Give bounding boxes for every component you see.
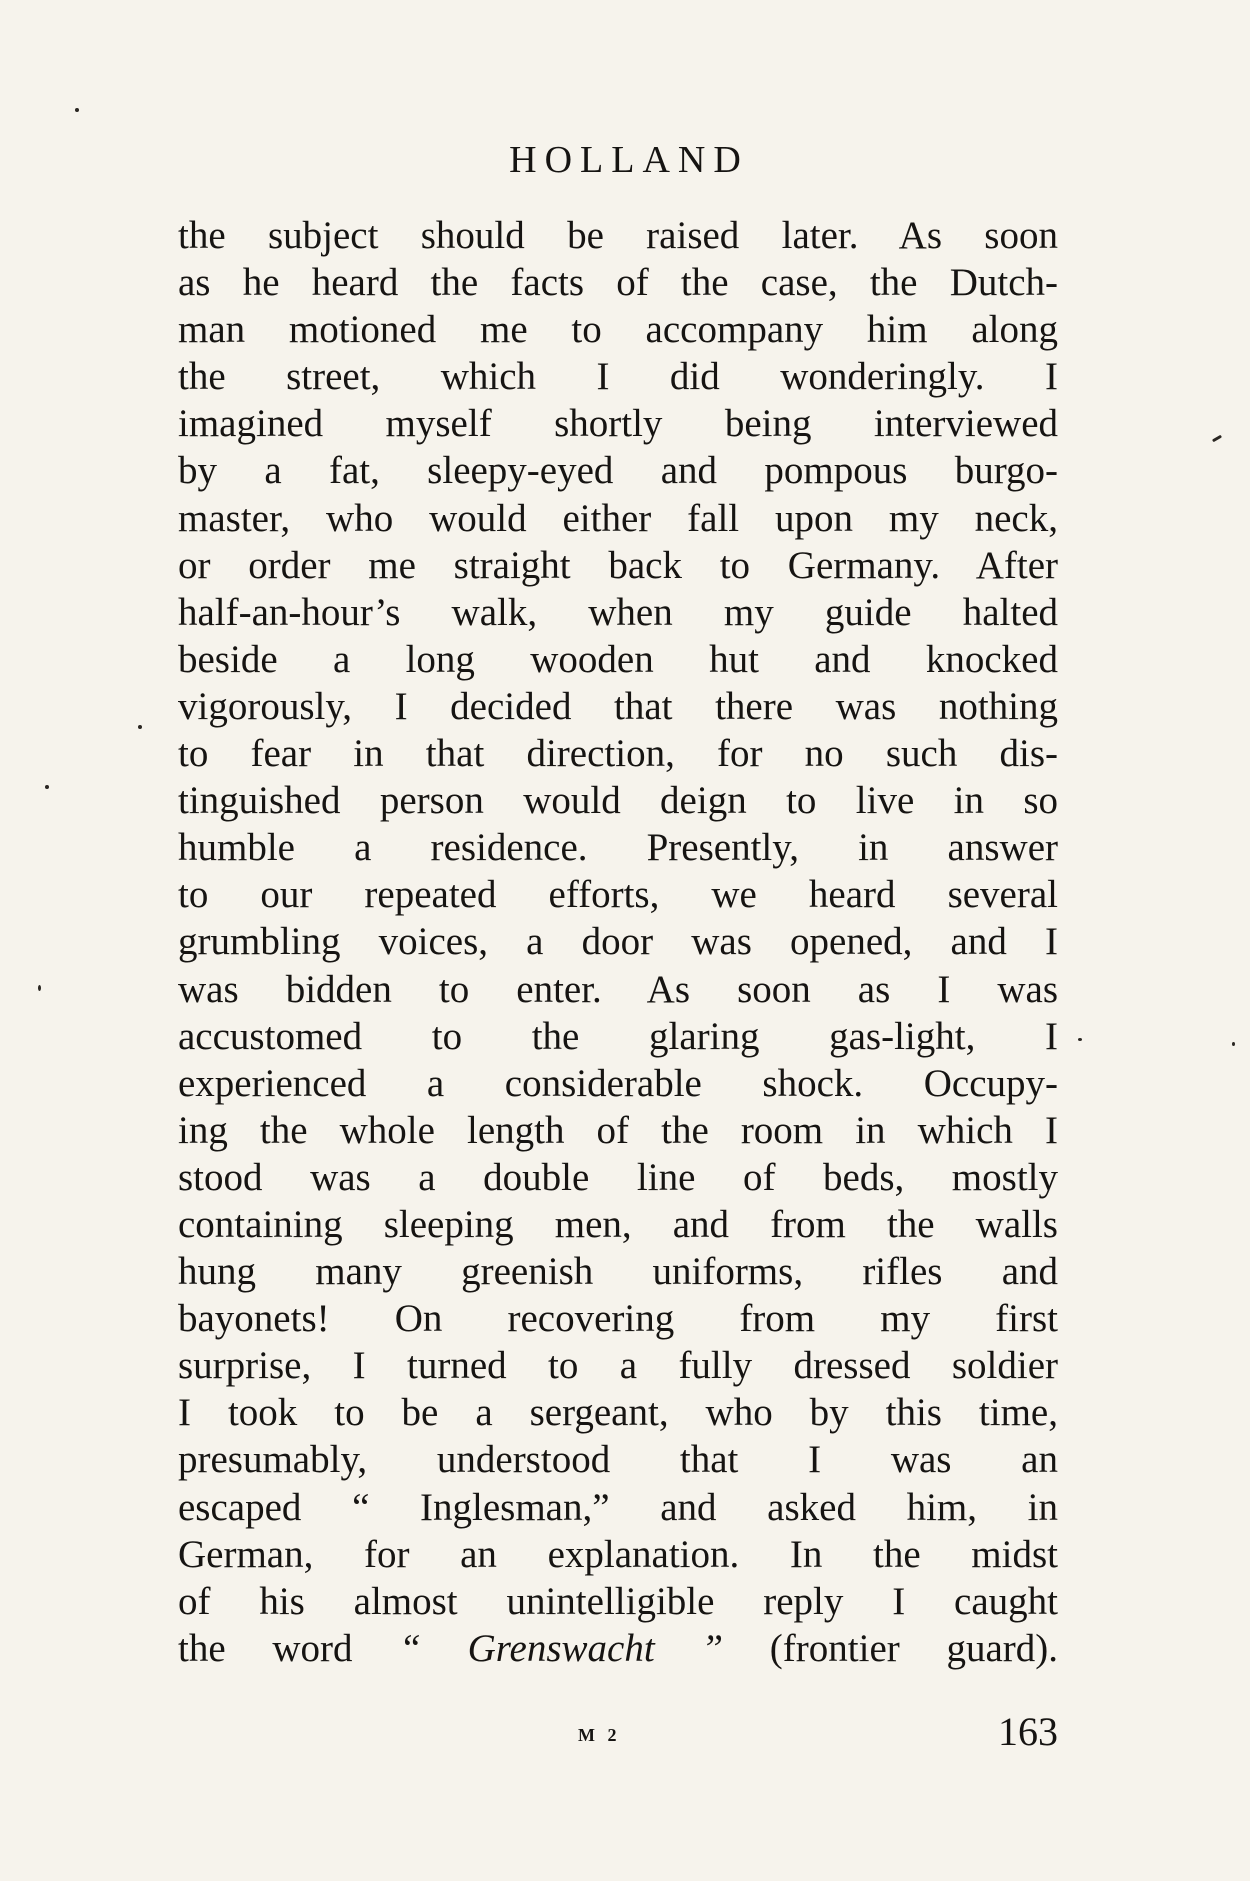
text-line-9: half-an-hour’s walk, when my guide halted	[178, 590, 1058, 634]
text-line-18: accustomed to the glaring gas-light, I	[178, 1014, 1058, 1058]
text-line-27: presumably, understood that I was an	[178, 1438, 1058, 1482]
text-line-28: escaped “ Inglesman,” and asked him, in	[178, 1485, 1058, 1529]
signature-mark: M 2	[578, 1725, 621, 1745]
text-line-2: as he heard the facts of the case, the Dutch-	[178, 261, 1058, 305]
scan-speck	[1232, 1042, 1235, 1046]
scan-speck	[138, 725, 142, 729]
scan-speck	[75, 108, 79, 112]
text-line-25: surprise, I turned to a fully dressed soldier	[178, 1344, 1058, 1388]
text-line-22: containing sleeping men, and from the walls	[178, 1202, 1058, 1246]
running-title: HOLLAND	[509, 139, 749, 181]
text-line-14: humble a residence. Presently, in answer	[178, 826, 1058, 870]
text-line-23: hung many greenish uniforms, rifles and	[178, 1250, 1058, 1294]
scan-speck	[45, 785, 49, 789]
text-line-24: bayonets! On recovering from my first	[178, 1297, 1058, 1341]
text-line-10: beside a long wooden hut and knocked	[178, 637, 1058, 681]
text-line-4: the street, which I did wonderingly. I	[178, 355, 1058, 399]
text-line-29: German, for an explanation. In the midst	[178, 1532, 1058, 1576]
body-text	[178, 212, 1058, 1672]
text-line-20: ing the whole length of the room in which I	[178, 1108, 1058, 1152]
text-line-3: man motioned me to accompany him along	[178, 308, 1058, 352]
page-number: 163	[998, 1709, 1058, 1754]
scan-speck	[1078, 1038, 1082, 1041]
text-line-7: master, who would either fall upon my neck,	[178, 496, 1058, 540]
final-line-end: (frontier guard).	[723, 1626, 1058, 1670]
text-line-11: vigorously, I decided that there was nothing	[178, 684, 1058, 728]
text-line-13: tinguished person would deign to live in so	[178, 779, 1058, 823]
text-line-17: was bidden to enter. As soon as I was	[178, 967, 1058, 1011]
text-line-6: by a fat, sleepy-eyed and pompous burgo-	[178, 449, 1058, 493]
text-line-30: of his almost unintelligible reply I caught	[178, 1579, 1058, 1623]
scan-speck	[38, 985, 41, 991]
text-line-16: grumbling voices, a door was opened, and I	[178, 920, 1058, 964]
text-line-12: to fear in that direction, for no such dis-	[178, 732, 1058, 776]
text-line-31	[178, 1625, 1058, 1672]
text-line-15: to our repeated efforts, we heard several	[178, 873, 1058, 917]
text-line-19: experienced a considerable shock. Occupy-	[178, 1061, 1058, 1105]
text-line-8: or order me straight back to Germany. After	[178, 543, 1058, 587]
text-line-5: imagined myself shortly being interviewed	[178, 402, 1058, 446]
italic-term: “ Grenswacht ”	[399, 1626, 724, 1670]
text-line-1: the subject should be raised later. As soon	[178, 214, 1058, 257]
scan-speck	[1212, 435, 1222, 443]
final-line-start: the word	[178, 1626, 400, 1670]
text-line-21: stood was a double line of beds, mostly	[178, 1155, 1058, 1199]
text-line-26: I took to be a sergeant, who by this time,	[178, 1391, 1058, 1435]
